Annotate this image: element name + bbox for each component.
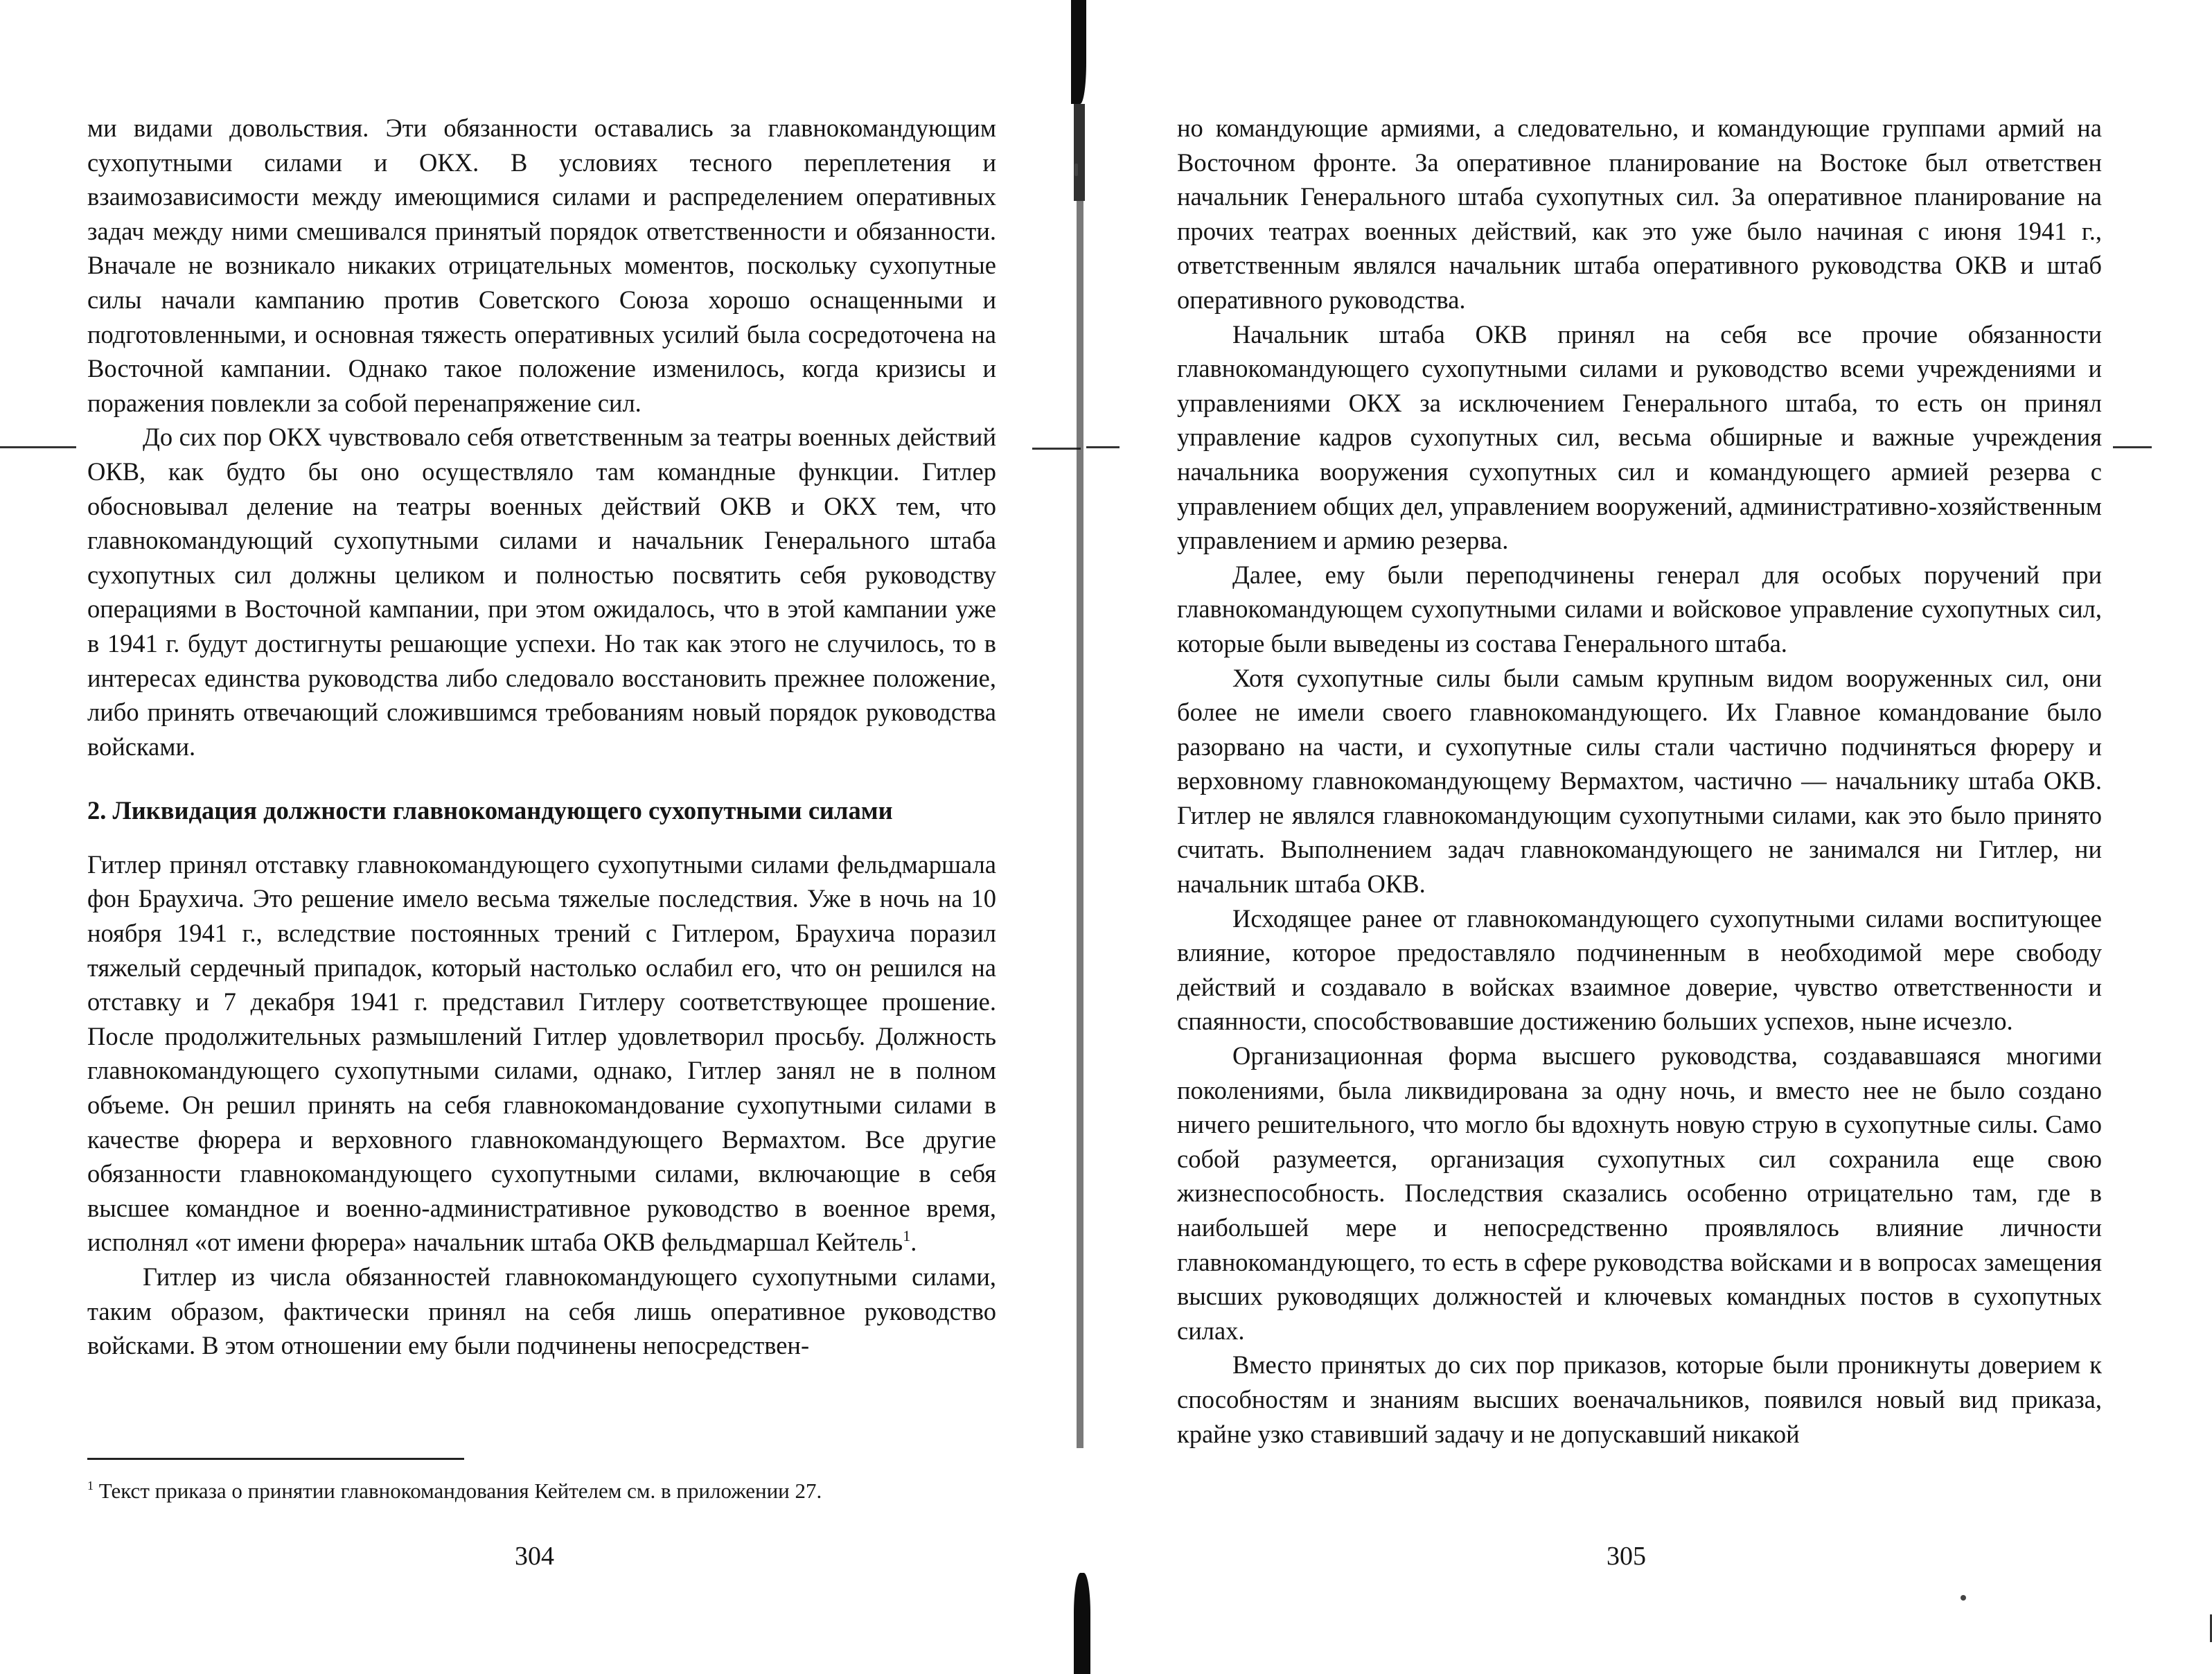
right-paragraph-1: но командующие армиями, а следовательно, и командующие группами армий на Восточном фронте. За оперативное планирование на Востоке был ответствен начальник Генерального штаба сухопутных сил. За оперативное планирование на прочих театрах военных действий, как это уже было начиная с июня 1941 г., ответственным являлся начальник штаба оперативного руководства ОКВ и штаб оперативного руководства. <box>1177 114 2102 314</box>
margin-mark-left <box>0 446 76 448</box>
left-page-text <box>87 111 996 1363</box>
page-number-right: 305 <box>1607 1542 1646 1571</box>
spine-gutter <box>1077 201 1083 1448</box>
scan-speck <box>1961 1595 1966 1601</box>
right-page <box>1086 0 2212 1674</box>
left-paragraph-3 <box>87 847 996 1260</box>
right-paragraph-2: Начальник штаба ОКВ принял на себя все прочие обязанности главнокомандующего сухопутными силами и руководство всеми учреждениями и управлениями ОКХ за исключением Генерального штаба, то есть он принял управление кадров сухопутных сил, весьма обширные и важные учреждения начальника вооружения сухопутных сил и командующего армией резерва с управлением общих дел, управлением вооружений, административно-хозяйственным управлением и армию резерва. <box>1177 319 2102 555</box>
left-page <box>0 0 1081 1674</box>
left-paragraph-2: До сих пор ОКХ чувствовало себя ответственным за театры военных действий ОКВ, как будто бы оно осуществляло там командные функции. Гитлер обосновывал деление на театры военных действий ОКВ и ОКХ тем, что главнокомандующий сухопутными силами и начальник Генерального штаба сухопутных сил должны целиком и полностью посвятить себя руководству операциями в Восточной кампании, при этом ожидалось, что в этой кампании уже в 1941 г. будут достигнуты решающие успехи. Но так как этого не случилось, то в интересах единства руководства либо следовало восстановить прежнее положение, либо принять отвечающий сложившимся требованиям новый порядок руководства войсками. <box>87 423 996 761</box>
footnote-text: Текст приказа о принятии главнокомандования Кейтелем см. в приложении 27. <box>94 1479 822 1503</box>
right-paragraph-5: Исходящее ранее от главнокомандующего сухопутными силами воспитующее влияние, которое предоставляло подчиненным в необходимой мере свободу действий и создавало в войсках взаимное доверие, чувство ответственности и спаянности, способствовавшие достижению больших успехов, ныне исчезло. <box>1177 904 2102 1036</box>
left-paragraph-4: Гитлер из числа обязанностей главнокомандующего сухопутными силами, таким образом, фактически принял на себя лишь оперативное руководство войсками. В этом отношении ему были подчинены непосредствен- <box>87 1262 996 1360</box>
footnote <box>87 1477 1002 1505</box>
left-paragraph-3-end: . <box>910 1228 917 1257</box>
right-paragraph-7: Вместо принятых до сих пор приказов, которые были проникнуты доверием к способностям и знаниям высших военачальников, появился новый вид приказа, крайне узко ставивший задачу и не допускавший никакой <box>1177 1350 2102 1448</box>
right-paragraph-6: Организационная форма высшего руководства, создававшаяся многими поколениями, была ликвидирована за одну ночь, и вместо нее не было создано ничего решительного, что могло бы вдохнуть новую струю в сухопутные силы. Само собой разумеется, организация сухопутных сил сохранила еще свою жизнеспособность. Последствия сказались особенно отрицательно там, где в наибольшей мере и непосредственно проявлялось влияние личности главнокомандующего, то есть в сфере руководства войсками и в вопросах замещения высших руководящих должностей и ключевых командных постов в сухопутных силах. <box>1177 1041 2102 1345</box>
scan-speck <box>1074 164 1078 176</box>
page-number-left: 304 <box>515 1542 554 1571</box>
section-heading: 2. Ликвидация должности главнокомандующего сухопутными силами <box>87 796 893 825</box>
right-paragraph-4: Хотя сухопутные силы были самым крупным видом вооруженных сил, они более не имели своего главнокомандующего. Их Главное командование было разорвано на части, и сухопутные силы стали частично подчиняться фюреру и верховному главнокомандующему Вермахтом, частично — начальнику штаба ОКВ. Гитлер не являлся главнокомандующим сухопутными силами, как это было принято считать. Выполнением задач главнокомандующего не занимался ни Гитлер, ни начальник штаба ОКВ. <box>1177 663 2102 899</box>
footnote-reference: 1 <box>903 1227 911 1245</box>
spine-shadow-upper <box>1074 104 1085 201</box>
left-paragraph-3-text: Гитлер принял отставку главнокомандующего сухопутными силами фельдмаршала фон Браухича. Это решение имело весьма тяжелые последствия. Уже в ночь на 10 ноября 1941 г., вследствие постоянных трений с Гитлером, Браухича поразил тяжелый сердечный припадок, который настолько ослабил его, что он решился на отставку и 7 декабря 1941 г. представил Гитлеру соответствующее прошение. После продолжительных размышлений Гитлер удовлетворил просьбу. Должность главнокомандующего сухопутными силами, однако, Гитлер занял не в полном объеме. Он решил принять на себя главнокомандование сухопутными силами в качестве фюрера и верховного главнокомандующего Вермахтом. Все другие обязанности главнокомандующего сухопутными силами, включающие в себя высшее командное и военно-административное руководство в военное время, исполнял «от имени фюрера» начальник штаба ОКВ фельдмаршал Кейтель <box>87 849 996 1257</box>
footnote-divider <box>87 1458 464 1460</box>
footnote-marker: 1 <box>87 1479 94 1492</box>
right-page-text <box>1177 111 2102 1451</box>
margin-mark-right <box>2113 446 2152 448</box>
right-paragraph-3: Далее, ему были переподчинены генерал для особых поручений при главнокомандующем сухопутными силами и войсковое управление сухопутных сил, которые были выведены из состава Генерального штаба. <box>1177 560 2102 658</box>
spine-shadow-top <box>1071 0 1086 104</box>
left-paragraph-1: ми видами довольствия. Эти обязанности оставались за главнокомандующим сухопутными силами и ОКХ. В условиях тесного переплетения и взаимозависимости между имеющимися силами и распределением оперативных задач между ними смешивался принятый порядок ответственности и обязанности. Вначале не возникало никаких отрицательных моментов, поскольку сухопутные силы начали кампанию против Советского Союза хорошо оснащенными и подготовленными, и основная тяжесть оперативных усилий была сосредоточена на Восточной кампании. Однако такое положение изменилось, когда кризисы и поражения повлекли за собой перенапряжение сил. <box>87 114 996 417</box>
margin-mark-inner-right <box>1086 446 1120 448</box>
margin-mark-inner-left <box>1032 448 1081 450</box>
